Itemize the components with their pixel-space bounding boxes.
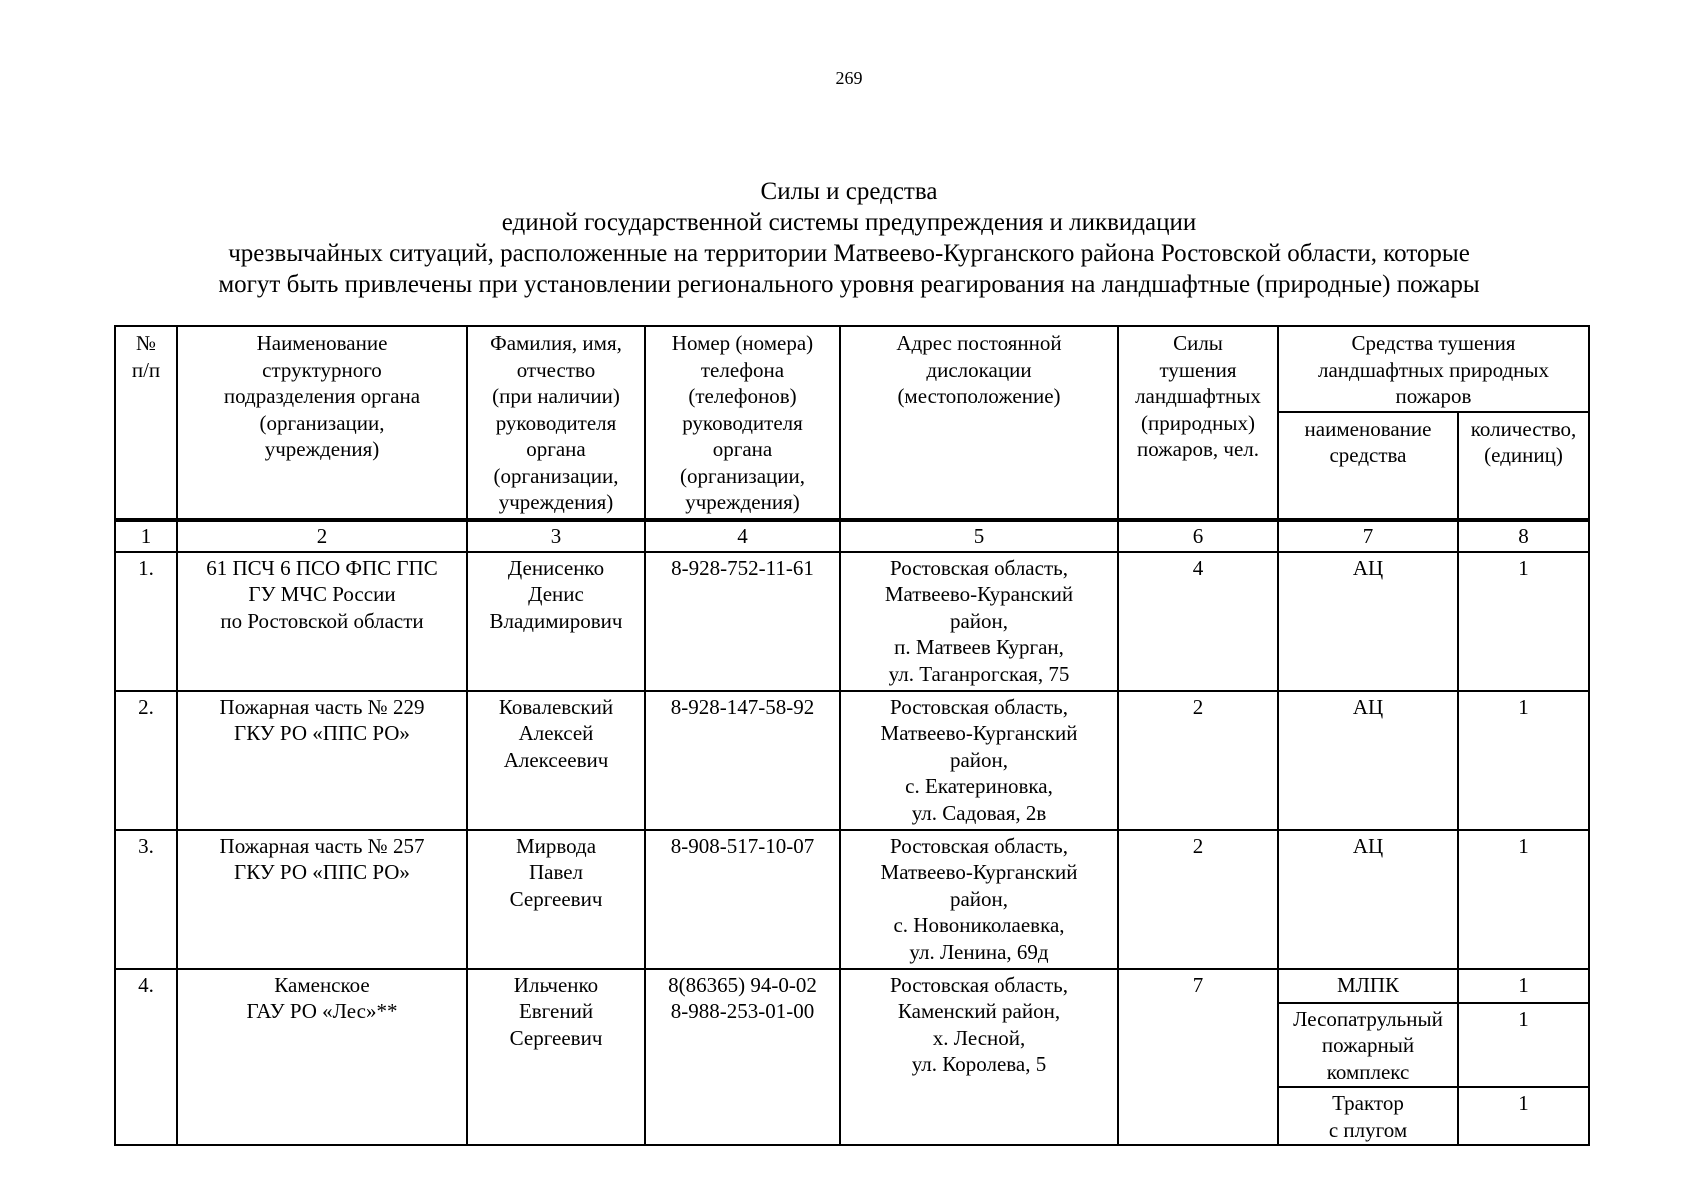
header-head-name: Фамилия, имя, отчество (при наличии) руководителя органа (организации, учреждения) [467, 326, 645, 520]
column-number: 2 [177, 520, 467, 552]
row-forces: 2 [1118, 830, 1278, 969]
row-means-name: АЦ [1278, 552, 1458, 691]
row-phone: 8-928-752-11-61 [645, 552, 840, 691]
row-address: Ростовская область, Матвеево-Курганский район, с. Новониколаевка, ул. Ленина, 69д [840, 830, 1118, 969]
page-number: 269 [835, 68, 863, 88]
row-unit: Пожарная часть № 229 ГКУ РО «ППС РО» [177, 691, 467, 830]
row-head-name: Денисенко Денис Владимирович [467, 552, 645, 691]
row-forces: 2 [1118, 691, 1278, 830]
column-number: 4 [645, 520, 840, 552]
header-unit: Наименование структурного подразделения органа (организации, учреждения) [177, 326, 467, 520]
row-num: 1. [115, 552, 177, 691]
row-head-name: Ильченко Евгений Сергеевич [467, 969, 645, 1146]
document-title [0, 176, 1698, 300]
row-num: 3. [115, 830, 177, 969]
row-num: 4. [115, 969, 177, 1146]
table-row [115, 830, 1589, 969]
header-address: Адрес постоянной дислокации (местоположение) [840, 326, 1118, 520]
row-num: 2. [115, 691, 177, 830]
column-number: 6 [1118, 520, 1278, 552]
header-means-group: Средства тушения ландшафтных природных пожаров [1278, 326, 1589, 412]
row-forces: 7 [1118, 969, 1278, 1146]
row-means-count: 1 [1458, 691, 1589, 830]
table-row [115, 969, 1589, 1003]
row-means-count: 1 [1458, 830, 1589, 969]
row-means-count: 1 [1458, 552, 1589, 691]
row-unit: Пожарная часть № 257 ГКУ РО «ППС РО» [177, 830, 467, 969]
header-forces: Силы тушения ландшафтных (природных) пожаров, чел. [1118, 326, 1278, 520]
title-line: могут быть привлечены при установлении регионального уровня реагирования на ландшафтные (природные) пожары [218, 271, 1480, 298]
column-number: 7 [1278, 520, 1458, 552]
header-phone: Номер (номера) телефона (телефонов) руководителя органа (организации, учреждения) [645, 326, 840, 520]
row-means-name: Трактор с плугом [1278, 1087, 1458, 1145]
header-num: № п/п [115, 326, 177, 520]
row-address: Ростовская область, Матвеево-Курганский район, с. Екатериновка, ул. Садовая, 2в [840, 691, 1118, 830]
row-head-name: Ковалевский Алексей Алексеевич [467, 691, 645, 830]
row-unit: Каменское ГАУ РО «Лес»** [177, 969, 467, 1146]
row-means-count: 1 [1458, 969, 1589, 1003]
title-line: единой государственной системы предупреждения и ликвидации [501, 209, 1197, 236]
column-number: 3 [467, 520, 645, 552]
column-number-row [115, 520, 1589, 552]
row-forces: 4 [1118, 552, 1278, 691]
row-address: Ростовская область, Каменский район, х. Лесной, ул. Королева, 5 [840, 969, 1118, 1146]
row-phone: 8(86365) 94-0-02 8-988-253-01-00 [645, 969, 840, 1146]
row-means-name: Лесопатрульный пожарный комплекс [1278, 1003, 1458, 1088]
row-phone: 8-908-517-10-07 [645, 830, 840, 969]
table-row [115, 691, 1589, 830]
row-means-name: АЦ [1278, 691, 1458, 830]
title-line: Силы и средства [760, 178, 938, 205]
row-means-name: МЛПК [1278, 969, 1458, 1003]
header-means-name: наименование средства [1278, 412, 1458, 520]
forces-table [114, 325, 1590, 1146]
row-phone: 8-928-147-58-92 [645, 691, 840, 830]
row-means-count: 1 [1458, 1003, 1589, 1088]
row-address: Ростовская область, Матвеево-Куранский район, п. Матвеев Курган, ул. Таганрогская, 75 [840, 552, 1118, 691]
column-number: 8 [1458, 520, 1589, 552]
title-line: чрезвычайных ситуаций, расположенные на территории Матвеево-Курганского района Ростовской области, которые [228, 240, 1470, 267]
header-row [115, 326, 1589, 412]
row-head-name: Мирвода Павел Сергеевич [467, 830, 645, 969]
column-number: 5 [840, 520, 1118, 552]
table-row [115, 552, 1589, 691]
header-means-count: количество, (единиц) [1458, 412, 1589, 520]
row-means-name: АЦ [1278, 830, 1458, 969]
row-unit: 61 ПСЧ 6 ПСО ФПС ГПС ГУ МЧС России по Ростовской области [177, 552, 467, 691]
row-means-count: 1 [1458, 1087, 1589, 1145]
column-number: 1 [115, 520, 177, 552]
